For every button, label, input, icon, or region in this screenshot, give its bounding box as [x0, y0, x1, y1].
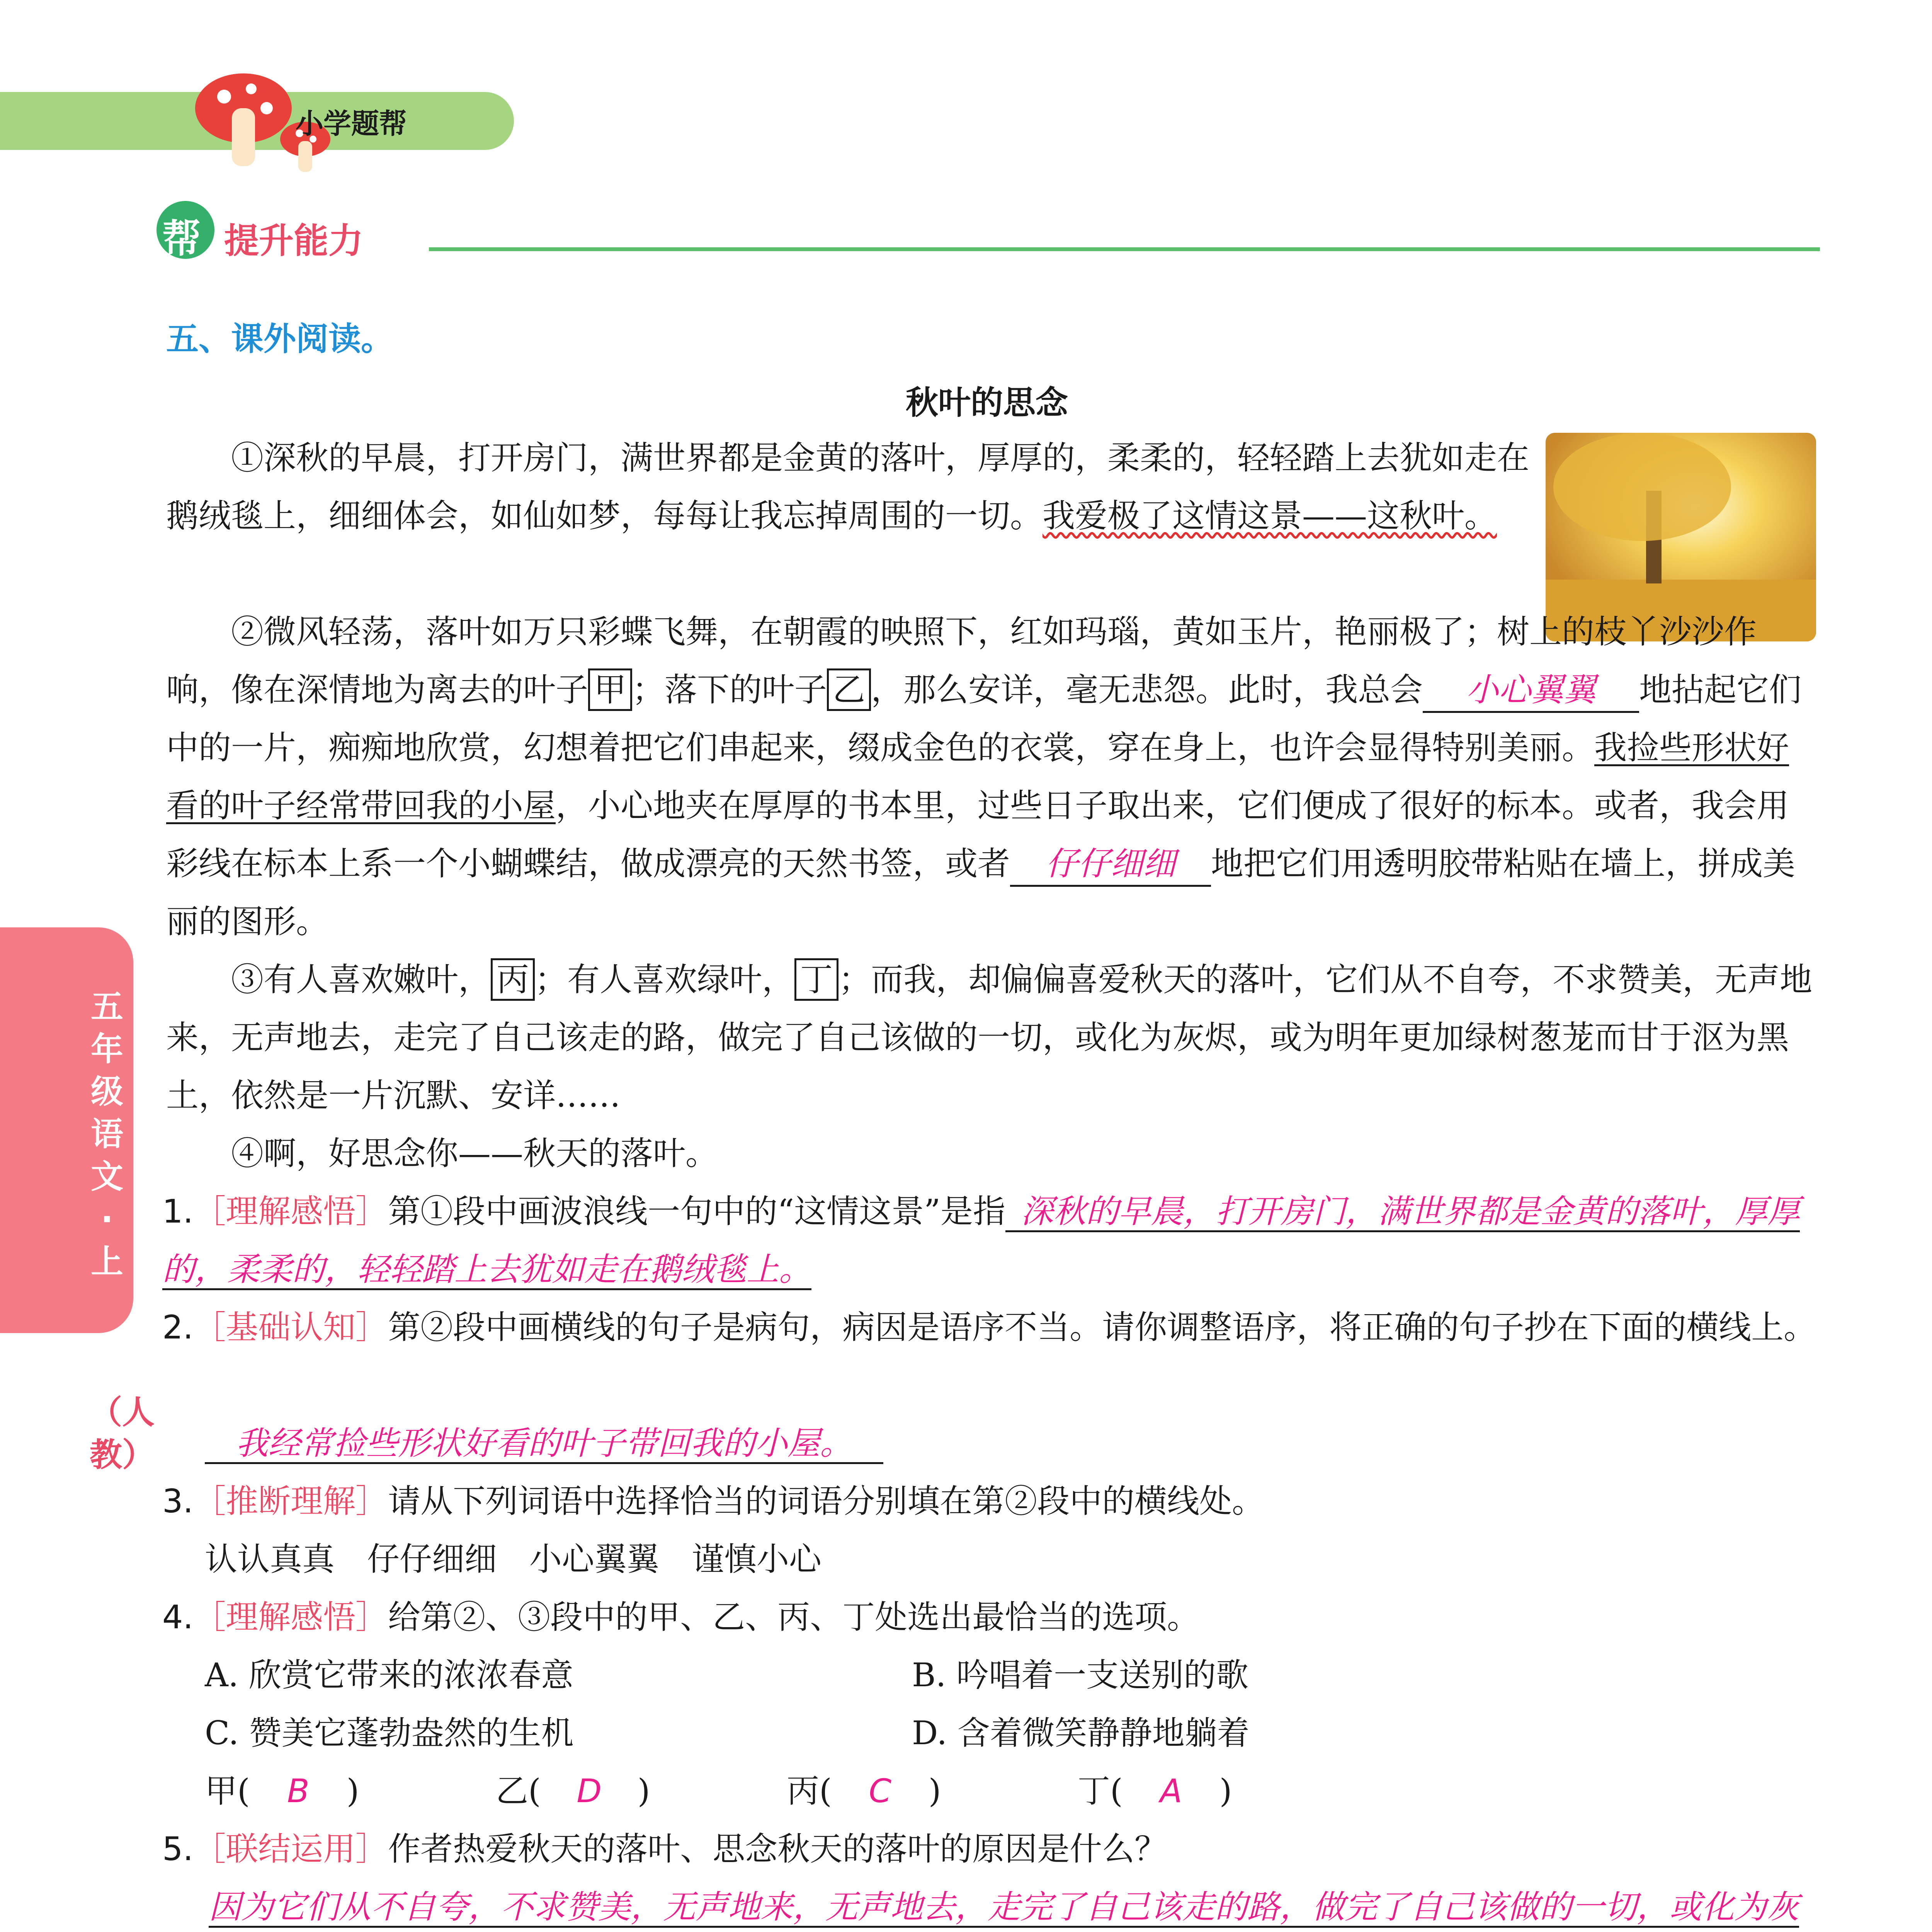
word-choices: 认认真真 仔仔细细 小心翼翼 谨慎小心 [205, 1540, 822, 1578]
paragraph-4: ④啊，好思念你——秋天的落叶。 [231, 1134, 718, 1172]
option-c: C. 赞美它蓬勃盎然的生机 [205, 1714, 574, 1752]
answer-5[interactable]: 因为它们从不自夸，不求赞美，无声地来，无声地去，走完了自己该走的路，做完了自己该做的一切，或化为灰 [162, 1878, 1820, 1932]
question-5: 5.［联结运用］作者热爱秋天的落叶、思念秋天的落叶的原因是什么？ [162, 1830, 1167, 1868]
question-2: 2.［基础认知］第②段中画横线的句子是病句，病因是语序不当。请你调整语序，将正确的句子抄在下面的横线上。 [162, 1308, 1816, 1346]
section-divider [429, 247, 1820, 251]
option-a: A. 欣赏它带来的浓浓春意 [205, 1656, 574, 1694]
blank-2[interactable]: 仔仔细细 [1010, 842, 1211, 887]
answer-1[interactable]: 深秋的早晨，打开房门，满世界都是金黄的落叶，厚厚的，柔柔的，轻轻踏上去犹如走在鹅绒毯上。 [162, 1192, 1800, 1290]
question-3: 3.［推断理解］请从下列词语中选择恰当的词语分别填在第②段中的横线处。 [162, 1482, 1265, 1520]
section-title: 提升能力 [224, 221, 363, 261]
question-4: 4.［理解感悟］给第②、③段中的甲、乙、丙、丁处选出最恰当的选项。 [162, 1598, 1200, 1636]
question-1: 1.［理解感悟］第①段中画波浪线一句中的“这情这景”是指 深秋的早晨，打开房门，满世界都是金黄的落叶，厚厚的，柔柔的，轻轻踏上去犹如走在鹅绒毯上。 [162, 1182, 1820, 1298]
side-edition-label: （人教） [90, 1393, 155, 1474]
answer-yi[interactable]: D [577, 1772, 602, 1810]
paragraph-1: ①深秋的早晨，打开房门，满世界都是金黄的落叶，厚厚的，柔柔的，轻轻踏上去犹如走在鹅绒毯上，细细体会，如仙如梦，每每让我忘掉周围的一切。我爱极了这情这景——这秋叶。 [166, 439, 1530, 535]
side-grade-label: 五年级语文·上 [90, 988, 123, 1281]
answer-bing[interactable]: C [869, 1772, 892, 1810]
answer-ding[interactable]: A [1160, 1772, 1182, 1810]
choice-row: 甲( B ) 乙( D ) 丙( C ) 丁( A ) [205, 1762, 1750, 1820]
blank-1[interactable]: 小心翼翼 [1423, 668, 1639, 713]
answer-jia[interactable]: B [287, 1772, 310, 1810]
section-badge-text: 帮 [162, 216, 201, 261]
answer-2-line[interactable]: 我经常捡些形状好看的叶子带回我的小屋。 [205, 1414, 1016, 1472]
option-d: D. 含着微笑静静地躺着 [912, 1714, 1250, 1752]
passage-title: 秋叶的思念 [905, 384, 1068, 422]
paragraph-3: ③有人喜欢嫩叶， 丙 ；有人喜欢绿叶， 丁 ；而我，却偏偏喜爱秋天的落叶，它们从不自夸，不求赞美，无声地来，无声地去，走完了自己该走的路，做完了自己该做的一切，或化为灰烬，或为明年更加绿树葱茏而甘于沤为黑土，依然是一片沉默、安详…… [166, 951, 1820, 1124]
brand-name: 小学题帮 [296, 107, 407, 140]
reading-heading: 五、课外阅读。 [166, 320, 394, 358]
paragraph-2: ②微风轻荡，落叶如万只彩蝶飞舞，在朝霞的映照下，红如玛瑙，黄如玉片，艳丽极了；树上的枝丫沙沙作响，像在深情地为离去的叶子 甲 ；落下的叶子 乙 ，那么安详，毫无悲怨。此时，我总会 小心翼翼 地拈起它们中的一片，痴痴地欣赏，幻想着把它们串起来，缀成金色的衣裳，穿在身上，也许会显得特别美丽。我捡些形状好看的叶子经常带回我的小屋，小心地夹在厚厚的书本里，过些日子取出来，它们便成了很好的标本。或者，我会用彩线在标本上系一个小蝴蝶结，做成漂亮的天然书签，或者 仔仔细细 地把它们用透明胶带粘贴在墙上，拼成美丽的图形。 [166, 613, 1802, 940]
option-b: B. 吟唱着一支送别的歌 [912, 1656, 1249, 1694]
